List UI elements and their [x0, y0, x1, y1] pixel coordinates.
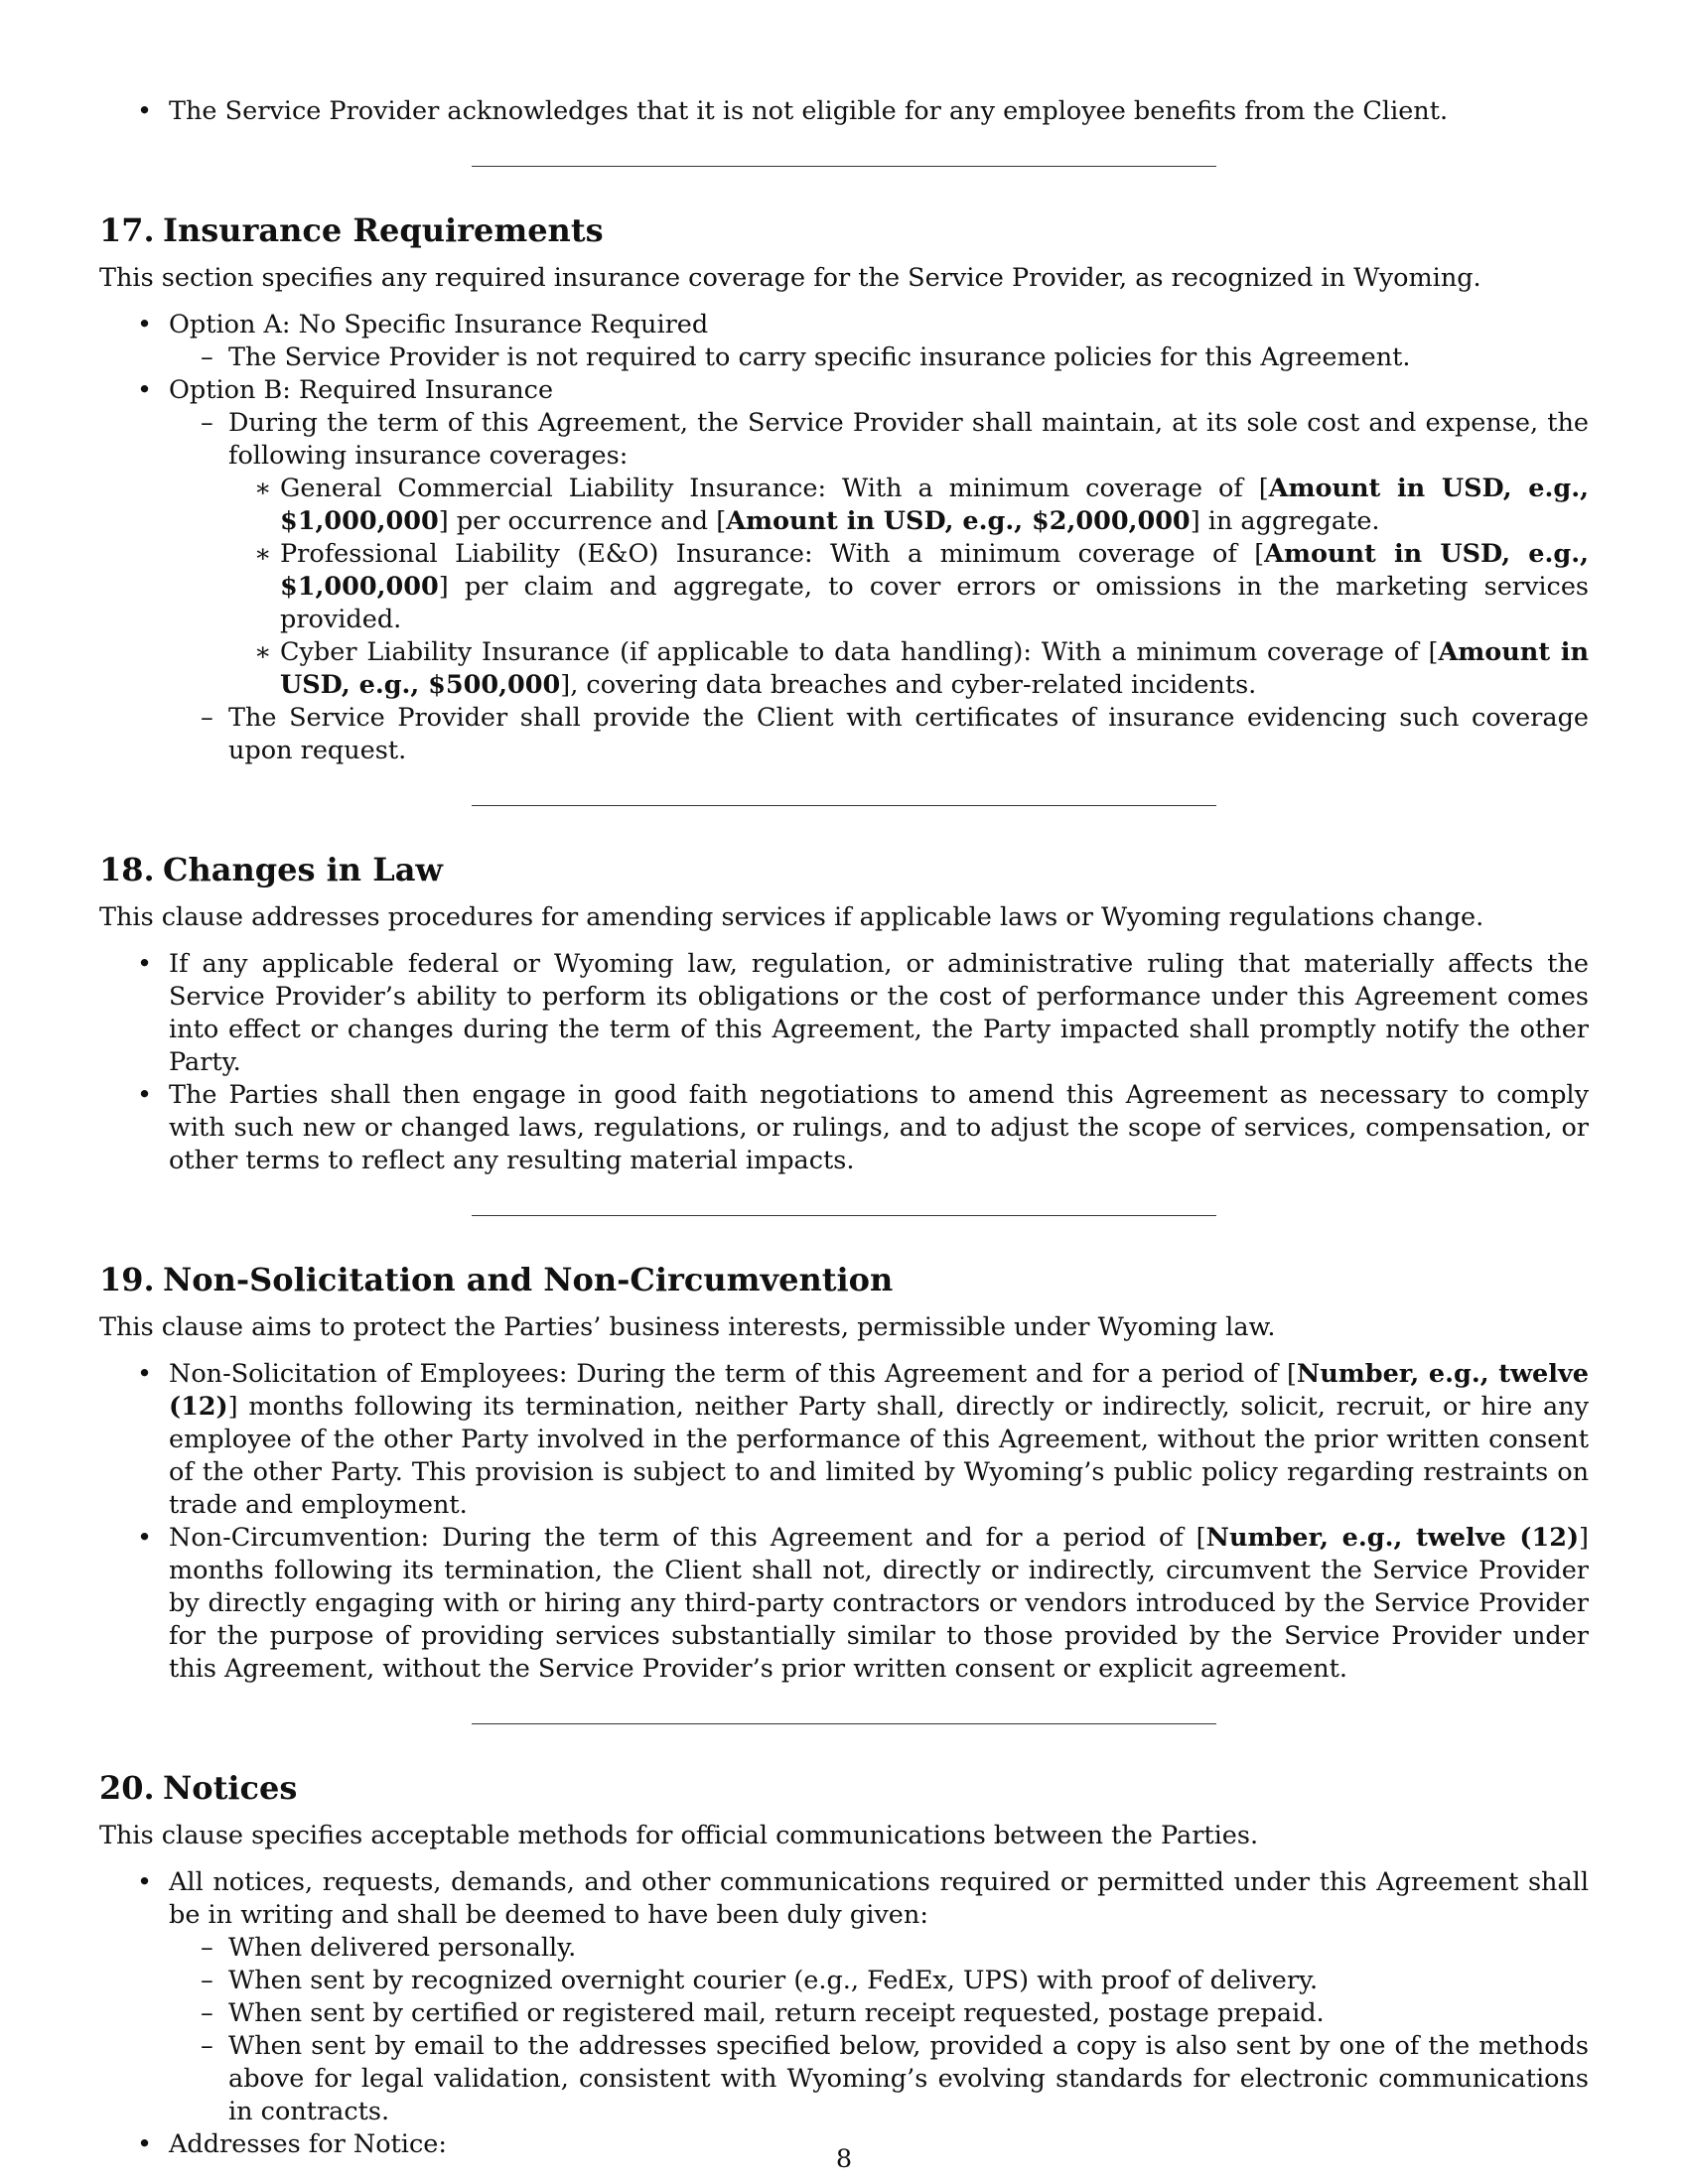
section-20-heading: [99, 1766, 1589, 1810]
text: ] per occurrence and [: [438, 506, 727, 536]
list-item: – When delivered personally.: [169, 1932, 1589, 1965]
section-number: 20.: [99, 1769, 155, 1807]
option-a-sublist: [169, 341, 1589, 374]
list-item: • The Parties shall then engage in good faith negotiations to amend this Agreement as necessary to comply with such new or changed laws, regulations, or rulings, and to adjust the scope of services, compensation, or other terms to reflect any resulting material impacts.: [99, 1079, 1589, 1177]
coverage-item: [228, 538, 1589, 636]
coverage-item: [228, 636, 1589, 702]
section-17-heading: [99, 208, 1589, 252]
coverage-item: [228, 473, 1589, 538]
changes-list: [99, 948, 1589, 1177]
coverage-list: [228, 473, 1589, 702]
section-number: 18.: [99, 851, 155, 888]
section-title: Notices: [163, 1769, 298, 1807]
text: Professional Liability (E&O) Insurance: With a minimum coverage of [: [280, 539, 1265, 569]
text: Non-Solicitation of Employees: During the term of this Agreement and for a period of [: [169, 1359, 1297, 1389]
section-18-heading: [99, 848, 1589, 891]
option-a-label: Option A: No Specific Insurance Required: [169, 310, 709, 340]
list-item: – The Service Provider is not required to carry specific insurance policies for this Agreement.: [169, 341, 1589, 374]
section-number: 17.: [99, 211, 155, 249]
placeholder-amount: Amount in USD, e.g., $1,000,000: [280, 474, 1589, 536]
text: ], covering data breaches and cyber-related incidents.: [560, 670, 1257, 700]
section-number: 19.: [99, 1261, 155, 1298]
section-intro: This clause aims to protect the Parties’ business interests, permissible under Wyoming law.: [99, 1312, 1276, 1342]
section-intro: This clause specifies acceptable methods for official communications between the Parties.: [99, 1821, 1259, 1850]
list-item: – When sent by email to the addresses specified below, provided a copy is also sent by one of the methods above for legal validation, consistent with Wyoming’s evolving standards for electronic communications in contracts.: [169, 2030, 1589, 2128]
section-divider: [472, 1723, 1216, 1724]
text: ] per claim and aggregate, to cover errors or omissions in the marketing services provided.: [280, 572, 1589, 634]
section-divider: [472, 1215, 1216, 1216]
notice-methods-list: [169, 1932, 1589, 2128]
list-item: – The Service Provider shall provide the Client with certificates of insurance evidencing such coverage upon request.: [169, 702, 1589, 767]
non-solicitation-list: [99, 1358, 1589, 1686]
notices-text: All notices, requests, demands, and other communications required or permitted under this Agreement shall be in writing and shall be deemed to have been duly given:: [169, 1867, 1589, 1930]
list-item: – When sent by recognized overnight courier (e.g., FedEx, UPS) with proof of delivery.: [169, 1965, 1589, 1997]
placeholder-amount: Amount in USD, e.g., $500,000: [280, 637, 1589, 700]
section-intro: This clause addresses procedures for amending services if applicable laws or Wyoming regulations change.: [99, 902, 1484, 932]
text: Cyber Liability Insurance (if applicable to data handling): With a minimum coverage of [: [280, 637, 1439, 667]
page-number: 8: [835, 2144, 853, 2174]
list-item: – When sent by certified or registered mail, return receipt requested, postage prepaid.: [169, 1997, 1589, 2030]
list-item: [99, 1522, 1589, 1686]
notices-list: [99, 1866, 1589, 2161]
document-page: [99, 95, 1589, 2161]
option-b-label: Option B: Required Insurance: [169, 375, 554, 405]
placeholder-amount: Amount in USD, e.g., $2,000,000: [726, 506, 1191, 536]
section-title: Non-Solicitation and Non-Circumvention: [163, 1261, 894, 1298]
section-title: Changes in Law: [163, 851, 443, 888]
list-item: [99, 1358, 1589, 1522]
list-item: • The Service Provider acknowledges that it is not eligible for any employee benefits from the Client.: [99, 95, 1589, 128]
section-intro: This section specifies any required insurance coverage for the Service Provider, as recognized in Wyoming.: [99, 263, 1481, 293]
option-b-text: During the term of this Agreement, the Service Provider shall maintain, at its sole cost and expense, the following insurance coverages:: [228, 408, 1589, 471]
list-item: [169, 407, 1589, 702]
text: ] months following its termination, neither Party shall, directly or indirectly, solicit, recruit, or hire any employee of the other Party involved in the performance of this Agreement, without the prior written consent of the other Party. This provision is subject to and limited by Wyoming’s public policy regarding restraints on trade and employment.: [169, 1392, 1589, 1520]
text: General Commercial Liability Insurance: With a minimum coverage of [: [280, 474, 1269, 503]
placeholder-number: Number, e.g., twelve (12): [169, 1359, 1589, 1422]
list-item: • If any applicable federal or Wyoming law, regulation, or administrative ruling that materially affects the Service Provider’s ability to perform its obligations or the cost of performance under this Agreement comes into effect or changes during the term of this Agreement, the Party impacted shall promptly notify the other Party.: [99, 948, 1589, 1079]
list-item: • Addresses for Notice:: [99, 2128, 1589, 2161]
list-item: [99, 1866, 1589, 2128]
insurance-options-list: [99, 309, 1589, 767]
section-divider: [472, 166, 1216, 167]
section-title: Insurance Requirements: [163, 211, 604, 249]
text: ] in aggregate.: [1190, 506, 1380, 536]
list-item: [99, 309, 1589, 374]
section-19-heading: [99, 1258, 1589, 1301]
section-divider: [472, 805, 1216, 806]
text: ] months following its termination, the Client shall not, directly or indirectly, circumvent the Service Provider by directly engaging with or hiring any third-party contractors or vendors introduced by the Service Provider for the purpose of providing services substantially similar to those provided by the Service Provider under this Agreement, without the Service Provider’s prior written consent or explicit agreement.: [169, 1523, 1589, 1684]
placeholder-number: Number, e.g., twelve (12): [1205, 1523, 1580, 1553]
placeholder-amount: Amount in USD, e.g., $1,000,000: [280, 539, 1589, 602]
option-b-sublist: [169, 407, 1589, 767]
list-item: [99, 374, 1589, 767]
top-list: [99, 95, 1589, 128]
text: Non-Circumvention: During the term of this Agreement and for a period of [: [169, 1523, 1206, 1553]
